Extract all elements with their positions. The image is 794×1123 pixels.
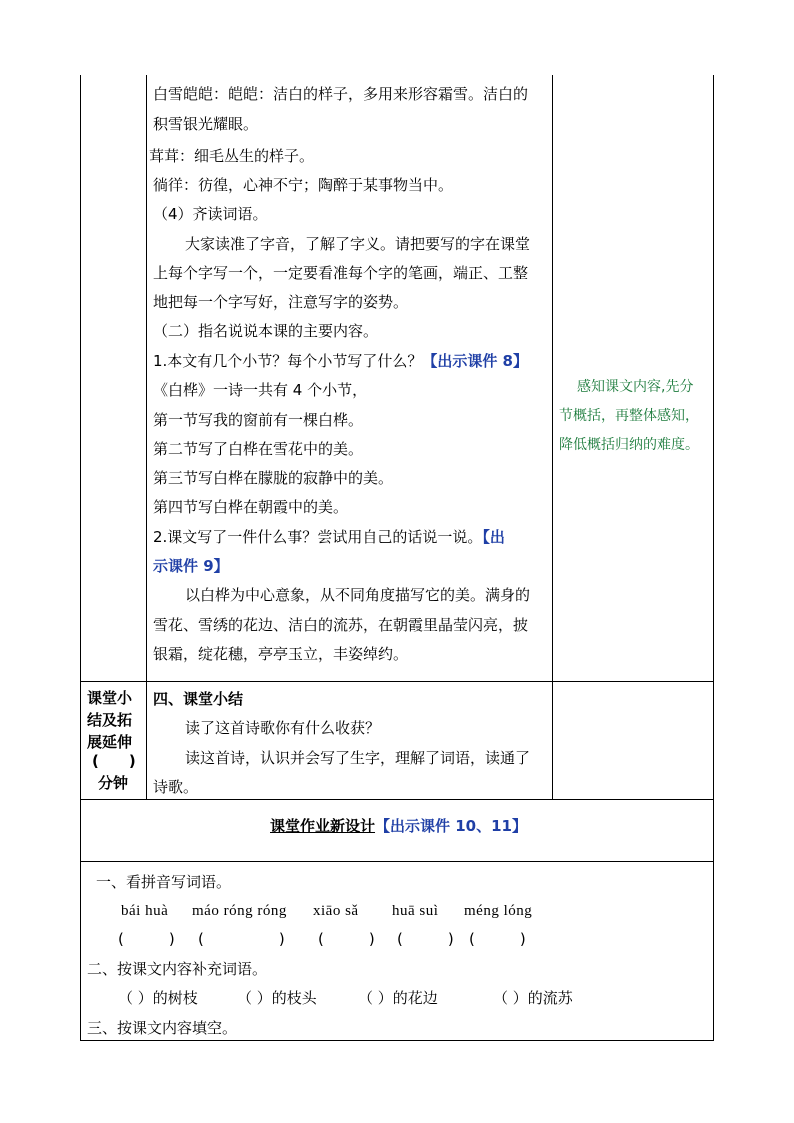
answer-blank[interactable]: ( )	[469, 930, 526, 948]
lesson-line: 以白桦为中心意象，从不同角度描写它的美。满身的	[185, 586, 531, 604]
fill-item[interactable]: （ ）的枝头	[237, 989, 317, 1007]
exercise-1-title: 一、看拼音写词语。	[96, 873, 232, 891]
row-divider-summary	[80, 681, 714, 682]
design-note-line: 节概括，再整体感知，	[559, 408, 699, 424]
summary-label-line: 课堂小	[87, 689, 133, 707]
answer-blank[interactable]: ( )	[198, 930, 285, 948]
exercise-3-title: 三、按课文内容填空。	[87, 1019, 238, 1037]
design-note-line: 降低概括归纳的难度。	[559, 437, 699, 453]
pinyin-item: bái huà	[121, 903, 169, 919]
table-left-border	[80, 75, 81, 1041]
lesson-line: （4）齐读词语。	[153, 205, 268, 223]
col-divider-2	[552, 75, 553, 800]
lesson-line: 第三节写白桦在朦胧的寂静中的美。	[153, 469, 394, 487]
lesson-line: 第一节写我的窗前有一棵白桦。	[153, 411, 364, 429]
homework-title	[270, 816, 527, 836]
lesson-line	[153, 351, 528, 371]
pinyin-item: máo róng róng	[192, 903, 287, 919]
pinyin-item: méng lóng	[464, 903, 533, 919]
summary-title: 四、课堂小结	[153, 690, 244, 708]
answer-blank[interactable]: ( )	[318, 930, 375, 948]
courseware-9-label-b	[153, 556, 229, 576]
summary-question: 读了这首诗歌你有什么收获？	[185, 719, 381, 737]
question-2: 2.课文写了一件什么事？尝试用自己的话说一说。	[153, 528, 483, 546]
question-1: 1.本文有几个小节？每个小节写了什么？	[153, 352, 423, 370]
table-right-border	[713, 75, 714, 1041]
courseware-9-label-c: 课件 9】	[168, 557, 229, 575]
summary-label-line: ( )	[92, 752, 136, 770]
courseware-9-label-a: 【出	[482, 528, 505, 546]
courseware-8-label: 【出示课件 8】	[422, 352, 528, 370]
lesson-line: 《白桦》一诗一共有 4 个小节，	[153, 381, 368, 399]
fill-item[interactable]: （ ）的花边	[358, 989, 438, 1007]
row-divider-exercises	[80, 861, 714, 862]
table-bottom-border	[80, 1040, 714, 1041]
pinyin-item: huā suì	[392, 903, 439, 919]
lesson-line: 第二节写了白桦在雪花中的美。	[153, 440, 364, 458]
col-divider-1	[146, 75, 147, 800]
answer-blank[interactable]: ( )	[118, 930, 175, 948]
fill-item[interactable]: （ ）的树枝	[118, 989, 198, 1007]
lesson-line: 地把每一个字写好，注意写字的姿势。	[153, 293, 409, 311]
answer-blank[interactable]: ( )	[397, 930, 454, 948]
lesson-line: 雪花、雪绣的花边、洁白的流苏，在朝霞里晶莹闪亮，披	[153, 616, 529, 634]
row-divider-homework	[80, 799, 714, 800]
lesson-line	[153, 527, 505, 547]
fill-item[interactable]: （ ）的流苏	[493, 989, 573, 1007]
summary-label-line: 展延伸	[87, 733, 133, 751]
lesson-line: （二）指名说说本课的主要内容。	[153, 322, 379, 340]
courseware-10-11-label: 【出示课件 10、11】	[375, 817, 527, 835]
lesson-line: 徜徉：彷徨，心神不宁；陶醉于某事物当中。	[153, 176, 454, 194]
lesson-line: 积雪银光耀眼。	[153, 115, 259, 133]
summary-answer: 诗歌。	[153, 778, 199, 796]
summary-label-line: 分钟	[98, 774, 129, 792]
exercise-2-title: 二、按课文内容补充词语。	[87, 960, 268, 978]
courseware-9-label-b1: 示	[153, 557, 169, 575]
design-note-line: 感知课文内容,先分	[577, 379, 694, 395]
pinyin-item: xiāo sǎ	[313, 903, 359, 919]
homework-title-text: 课堂作业新设计	[270, 817, 376, 835]
summary-label-line: 结及拓	[87, 711, 133, 729]
lesson-line: 第四节写白桦在朝霞中的美。	[153, 498, 349, 516]
lesson-line: 茸茸：细毛丛生的样子。	[149, 147, 315, 165]
lesson-line: 大家读准了字音，了解了字义。请把要写的字在课堂	[185, 235, 531, 253]
lesson-line: 上每个字写一个，一定要看准每个字的笔画，端正、工整	[153, 264, 529, 282]
lesson-line: 银霜，绽花穗，亭亭玉立，丰姿绰约。	[153, 645, 409, 663]
lesson-line: 白雪皑皑：皑皑：洁白的样子，多用来形容霜雪。洁白的	[153, 85, 529, 103]
summary-answer: 读这首诗，认识并会写了生字，理解了词语，读通了	[185, 749, 531, 767]
